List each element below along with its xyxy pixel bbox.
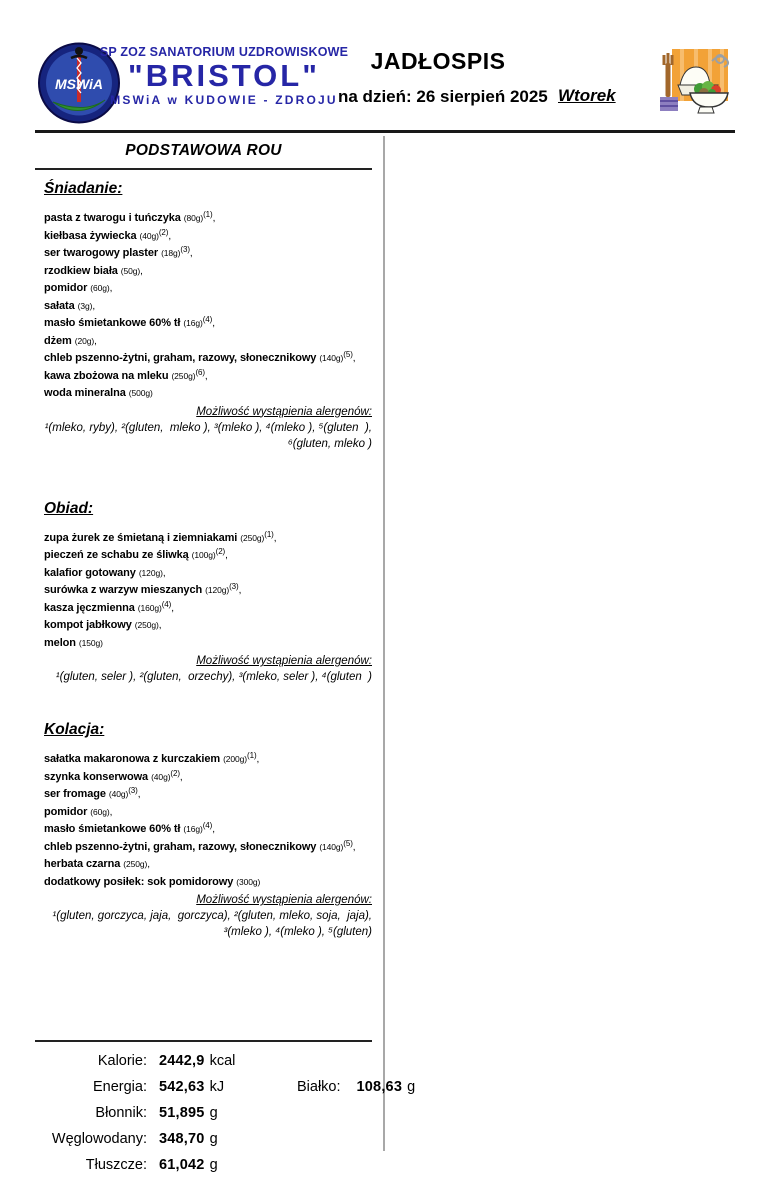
menu-item-weight: (140g) (319, 353, 344, 363)
nutrition-unit: kcal (209, 1053, 236, 1069)
meal-section (35, 500, 372, 686)
nutrition-label: Błonnik: (95, 1105, 147, 1121)
nutrition-value: 2442,9 (159, 1053, 205, 1069)
menu-item-allergen-ref: (1) (247, 751, 257, 760)
menu-item (35, 635, 372, 652)
meals (35, 180, 372, 940)
meal-section (35, 180, 372, 452)
menu-item-allergen-ref: (3) (180, 245, 190, 254)
menu-item (35, 245, 372, 263)
menu-item-weight: (3g) (77, 300, 93, 311)
nutrition-row (35, 1152, 372, 1178)
nutrition-label: Kalorie: (97, 1053, 147, 1069)
menu-item-name: herbata czarna (44, 858, 121, 870)
menu-item-weight: (500g) (128, 388, 153, 398)
menu-item-allergen-ref: (3) (128, 786, 138, 795)
menu-item-allergen-ref: (2) (170, 768, 180, 778)
menu-item (35, 839, 372, 857)
menu-item-weight: (140g) (319, 841, 344, 852)
menu-item (35, 600, 372, 618)
menu-item-name: dżem (44, 334, 72, 347)
nutrition-row (35, 1074, 416, 1100)
weekday-label: Wtorek (558, 86, 616, 105)
menu-item-separator: , (212, 318, 215, 329)
menu-item-name: pomidor (44, 805, 88, 818)
menu-item (35, 751, 372, 769)
menu-item-name: pomidor (44, 282, 88, 294)
menu-item-separator: , (92, 300, 95, 312)
page-title: JADŁOSPIS (370, 48, 506, 74)
menu-item-separator: , (94, 335, 97, 347)
nutrition-value: 61,042 (159, 1157, 205, 1173)
menu-item-weight: (16g) (183, 318, 203, 328)
menu-item-weight: (40g) (108, 789, 129, 799)
menu-item-separator: , (225, 550, 228, 561)
header-divider (35, 130, 735, 133)
menu-item-weight: (120g) (205, 585, 230, 595)
menu-item (35, 547, 372, 565)
menu-item-separator: , (179, 771, 183, 783)
menu-item-weight: (250g) (134, 620, 159, 630)
menu-item-name: chleb pszenno-żytni, graham, razowy, słonecznikowy (44, 840, 317, 853)
menu-item-weight: (20g) (74, 335, 95, 346)
menu-item-separator: , (137, 789, 141, 800)
menu-item-weight: (16g) (183, 824, 203, 834)
menu-item-separator: , (189, 248, 193, 259)
allergen-heading: Możliwość wystąpienia alergenów: (196, 405, 372, 418)
nutrition-row (35, 1100, 372, 1126)
menu-item (35, 530, 372, 548)
menu-item-weight: (250g) (240, 532, 265, 543)
document-title-block (338, 48, 548, 107)
allergen-line: ¹(gluten, seler ), ²(gluten, orzechy), ³(mleko, seler ), ⁴(gluten ) (55, 671, 372, 683)
nutrition-value: 348,70 (159, 1131, 205, 1147)
menu-item-weight: (250g) (123, 859, 148, 869)
menu-item-name: chleb pszenno-żytni, graham, razowy, słonecznikowy (44, 352, 317, 364)
menu-item-separator: , (109, 806, 113, 818)
menu-item-allergen-ref: (1) (203, 210, 213, 219)
nutrition-extra (297, 1074, 415, 1100)
diet-title: PODSTAWOWA ROU (125, 142, 282, 159)
nutrition-value: 51,895 (159, 1105, 205, 1121)
menu-item-weight: (100g) (191, 550, 216, 560)
menu-item-allergen-ref: (5) (343, 838, 353, 848)
menu-item-name: sałatka makaronowa z kurczakiem (44, 753, 221, 765)
menu-item (35, 298, 372, 316)
menu-item-weight: (18g) (161, 248, 181, 258)
menu-item-separator: , (256, 754, 260, 765)
nutrition-unit: g (209, 1157, 218, 1173)
menu-item-separator: , (162, 567, 166, 579)
menu-item-name: kawa zbożowa na mleku (44, 369, 169, 382)
menu-item (35, 350, 372, 368)
org-name: "BRISTOL" (128, 58, 320, 93)
nutrition-rows (35, 1048, 416, 1178)
menu-item (35, 582, 372, 600)
menu-item (35, 228, 372, 246)
menu-item (35, 565, 372, 583)
menu-item-name: kompot jabłkowy (44, 619, 132, 631)
allergen-heading: Możliwość wystąpienia alergenów: (196, 894, 372, 906)
menu-item-separator: , (140, 265, 143, 277)
menu-item-name: pasta z twarogu i tuńczyka (44, 212, 181, 224)
meal-heading: Kolacja: (44, 721, 105, 738)
meal-heading: Obiad: (44, 499, 94, 517)
menu-item-name: sałata (44, 299, 75, 312)
menu-item-weight: (250g) (171, 370, 196, 381)
menu-item-separator: , (238, 585, 242, 596)
nutrition-value: 108,63 (356, 1079, 403, 1095)
organization-name-block (96, 45, 352, 107)
menu-item (35, 385, 372, 402)
menu-item-name: masło śmietankowe 60% tł (44, 317, 181, 329)
menu-item (35, 769, 372, 787)
menu-item (35, 786, 372, 804)
date-line: na dzień: 26 sierpień 2025 (338, 87, 548, 106)
nutrition-summary (35, 1040, 416, 1178)
menu-item-name: kiełbasa żywiecka (44, 229, 137, 242)
menu-item-separator: , (168, 230, 171, 242)
menu-item-name: surówka z warzyw mieszanych (44, 584, 203, 596)
menu-item-allergen-ref: (4) (161, 599, 172, 609)
menu-item (35, 210, 372, 228)
menu-item-name: kalafior gotowany (44, 566, 136, 579)
menu-column (35, 138, 372, 940)
menu-item-separator: , (204, 370, 208, 382)
food-clipart-icon (656, 45, 736, 117)
menu-item (35, 315, 372, 333)
allergen-line: ¹(mleko, ryby), ²(gluten, mleko ), ³(mleko ), ⁴(mleko ), ⁵(gluten ), (44, 421, 372, 434)
menu-item-name: masło śmietankowe 60% tł (44, 823, 181, 835)
menu-item-allergen-ref: (4) (202, 821, 213, 830)
menu-item-weight: (300g) (236, 876, 261, 887)
menu-item-weight: (200g) (223, 754, 248, 764)
menu-item (35, 280, 372, 298)
menu-item (35, 333, 372, 351)
allergen-line: ¹(gluten, gorczyca, jaja, gorczyca), ²(gluten, mleko, soja, jaja), (52, 910, 372, 922)
nutrition-divider (35, 1040, 372, 1042)
menu-item-allergen-ref: (2) (158, 227, 169, 237)
menu-item-name: dodatkowy posiłek: sok pomidorowy (44, 875, 234, 888)
nutrition-label: Białko: (297, 1079, 341, 1095)
menu-item-separator: , (212, 824, 215, 835)
svg-text:MSWiA: MSWiA (54, 76, 104, 92)
menu-item-separator: , (147, 859, 150, 870)
menu-item (35, 804, 372, 822)
nutrition-label: Energia: (92, 1079, 147, 1095)
menu-item-allergen-ref: (1) (264, 529, 274, 539)
menu-item-weight: (60g) (90, 806, 110, 817)
nutrition-unit: g (209, 1105, 218, 1121)
allergen-heading: Możliwość wystąpienia alergenów: (196, 655, 372, 667)
menu-item-allergen-ref: (4) (202, 315, 213, 324)
menu-item-name: zupa żurek ze śmietaną i ziemniakami (44, 531, 238, 544)
menu-item-weight: (80g) (183, 213, 204, 223)
menu-item-name: szynka konserwowa (44, 770, 149, 783)
diet-title-rule (35, 168, 372, 170)
menu-item-weight: (40g) (139, 230, 159, 241)
allergen-line: ⁶(gluten, mleko ) (287, 437, 372, 450)
menu-item-weight: (150g) (78, 637, 103, 648)
menu-item-allergen-ref: (3) (229, 582, 239, 591)
menu-item-separator: , (109, 283, 113, 294)
menu-item (35, 617, 372, 635)
menu-item-name: ser twarogowy plaster (44, 247, 159, 259)
menu-item (35, 856, 372, 874)
menu-item-name: pieczeń ze schabu ze śliwką (44, 549, 189, 561)
menu-item-separator: , (212, 213, 216, 224)
nutrition-row (35, 1126, 372, 1152)
menu-item-allergen-ref: (5) (343, 350, 353, 359)
nutrition-unit: g (209, 1131, 218, 1147)
meal-section (35, 721, 372, 940)
meal-heading: Śniadanie: (44, 180, 123, 197)
menu-item-allergen-ref: (6) (195, 367, 205, 377)
menu-item-name: woda mineralna (44, 387, 126, 399)
menu-item (35, 874, 372, 891)
menu-item-separator: , (352, 841, 356, 853)
org-line3: MSWiA w KUDOWIE - ZDROJU (110, 93, 338, 108)
menu-item (35, 263, 372, 281)
nutrition-value: 542,63 (159, 1079, 205, 1095)
menu-item-name: melon (44, 636, 76, 649)
nutrition-label: Węglowodany: (51, 1131, 147, 1147)
menu-item-separator: , (171, 602, 174, 614)
column-divider (383, 136, 385, 1151)
menu-item-separator: , (158, 620, 162, 631)
menu-item-separator: , (273, 532, 277, 544)
menu-item-weight: (40g) (151, 771, 171, 782)
menu-item-name: kasza jęczmienna (44, 601, 135, 614)
nutrition-unit: kJ (209, 1079, 225, 1095)
menu-item (35, 821, 372, 839)
menu-item-weight: (50g) (120, 265, 141, 276)
menu-item-name: ser fromage (44, 788, 106, 800)
nutrition-row (35, 1048, 372, 1074)
menu-item-allergen-ref: (2) (215, 547, 226, 556)
menu-item-weight: (60g) (90, 283, 110, 293)
menu-item-weight: (120g) (138, 567, 163, 578)
menu-item-separator: , (352, 353, 356, 364)
menu-item-weight: (160g) (137, 602, 162, 613)
org-line1: SP ZOZ SANATORIUM UZDROWISKOWE (99, 45, 349, 59)
menu-item-name: rzodkiew biała (44, 264, 118, 277)
nutrition-label: Tłuszcze: (85, 1157, 147, 1173)
allergen-line: ³(mleko ), ⁴(mleko ), ⁵(gluten) (223, 926, 372, 938)
menu-item (35, 368, 372, 386)
nutrition-unit: g (407, 1079, 416, 1095)
